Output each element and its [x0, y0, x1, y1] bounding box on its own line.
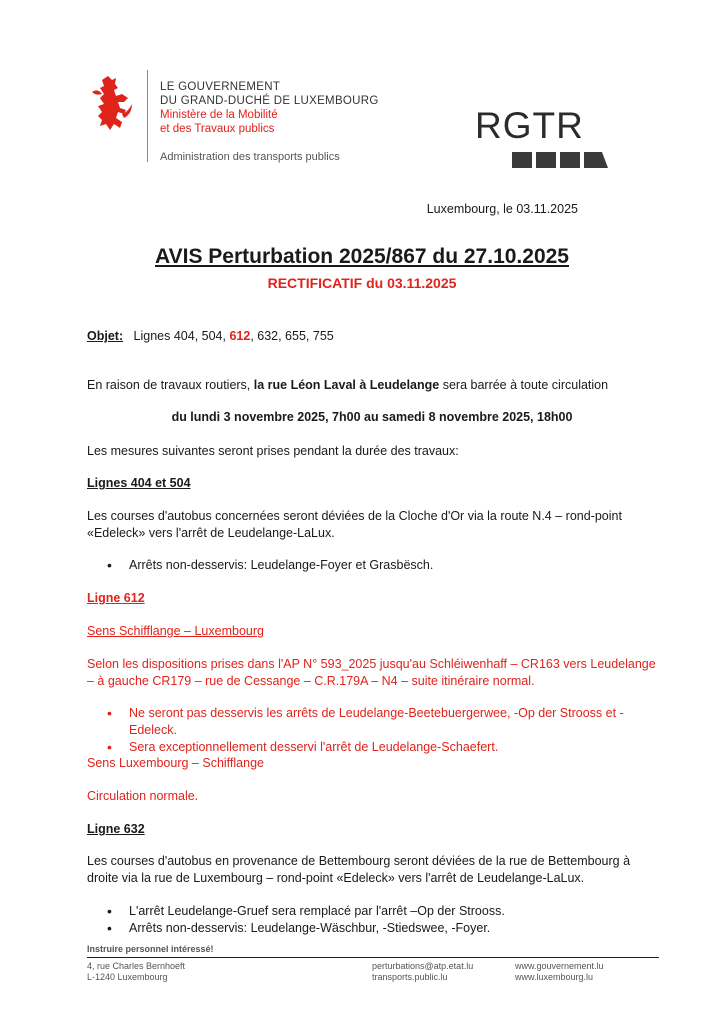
footer-websites [515, 961, 604, 983]
intro-text-a: En raison de travaux routiers, [87, 378, 254, 392]
period-line: du lundi 3 novembre 2025, 7h00 au samedi 8 novembre 2025, 18h00 [171, 410, 573, 424]
section-text-612: Selon les dispositions prises dans l'AP N° 593_2025 jusqu'au Schléiwenhaff – CR163 vers Leudelange – à gauche CR179 – rue de Cessange – C.R.179A – N4 – suite itinéraire normal. [87, 657, 656, 688]
section-heading-404-504: Lignes 404 et 504 [87, 476, 191, 490]
objet-line-612: 612 [229, 329, 251, 343]
list-item: • Sera exceptionnellement desservi l'arrêt de Leudelange-Schaefert. [87, 739, 657, 756]
footer-email-link[interactable]: perturbations@atp.etat.lu [372, 961, 474, 971]
header-divider [147, 70, 148, 162]
gov-line-2: DU GRAND-DUCHÉ DE LUXEMBOURG [160, 95, 379, 107]
normal-circulation: Circulation normale. [87, 789, 199, 803]
section-heading-612: Ligne 612 [87, 591, 145, 605]
section-text-632: Les courses d'autobus en provenance de Bettembourg seront déviées de la rue de Bettembourg à droite via la rue de Luxembourg – rond-point «Edeleck» vers l'arrêt de Leudelange-LaLux. [87, 854, 631, 885]
bullets-612 [87, 705, 657, 756]
rgtr-logo-blocks-icon [512, 152, 608, 168]
objet-label: Objet: [87, 329, 124, 343]
footer-address [87, 961, 185, 983]
bullets-404-504 [87, 557, 657, 574]
list-item: • L'arrêt Leudelange-Gruef sera remplacé par l'arrêt –Op der Strooss. [87, 903, 657, 920]
footer-instruction: Instruire personnel intéressé! [87, 944, 214, 954]
footer-transports-link[interactable]: transports.public.lu [372, 972, 448, 982]
list-item: • Arrêts non-desservis: Leudelange-Foyer et Grasbësch. [87, 557, 657, 574]
footer-gov-link[interactable]: www.gouvernement.lu [515, 961, 604, 971]
government-header [160, 80, 379, 136]
ministry-line-2: et des Travaux publics [160, 123, 275, 135]
objet-line [87, 328, 657, 345]
objet-lines-a: Lignes 404, 504, [133, 329, 230, 343]
ministry-line-1: Ministère de la Mobilité [160, 109, 278, 121]
objet-lines-b: , 632, 655, 755 [250, 329, 334, 343]
gov-line-1: LE GOUVERNEMENT [160, 81, 281, 93]
section-heading-632: Ligne 632 [87, 822, 145, 836]
administration-label: Administration des transports publics [160, 151, 340, 163]
footer-divider [87, 957, 659, 958]
intro-text-b: sera barrée à toute circulation [439, 378, 609, 392]
direction-schifflange-luxembourg: Sens Schifflange – Luxembourg [87, 624, 264, 638]
list-item: • Ne seront pas desservis les arrêts de Leudelange-Beetebuergerwee, -Op der Strooss et -Edeleck. [87, 705, 657, 739]
section-text-404-504: Les courses d'autobus concernées seront déviées de la Cloche d'Or via la route N.4 – rond-point «Edeleck» vers l'arrêt de Leudelange-LaLux. [87, 509, 622, 540]
direction-luxembourg-schifflange: Sens Luxembourg – Schifflange [87, 756, 264, 770]
luxembourg-lion-logo [88, 74, 134, 132]
notice-subtitle: RECTIFICATIF du 03.11.2025 [267, 275, 457, 291]
footer-contact [372, 961, 473, 983]
intro-paragraph [87, 377, 657, 394]
notice-title: AVIS Perturbation 2025/867 du 27.10.2025 [155, 245, 569, 268]
bullets-632 [87, 903, 657, 937]
list-item: • Arrêts non-desservis: Leudelange-Wäschbur, -Stiedswee, -Foyer. [87, 920, 657, 937]
footer-address-2: L-1240 Luxembourg [87, 972, 168, 982]
measures-line: Les mesures suivantes seront prises pendant la durée des travaux: [87, 444, 459, 458]
footer-lux-link[interactable]: www.luxembourg.lu [515, 972, 594, 982]
intro-street: la rue Léon Laval à Leudelange [253, 378, 440, 392]
rgtr-logo-text: RGTR [475, 105, 584, 146]
footer-address-1: 4, rue Charles Bernhoeft [87, 961, 186, 971]
date-line: Luxembourg, le 03.11.2025 [426, 202, 578, 216]
